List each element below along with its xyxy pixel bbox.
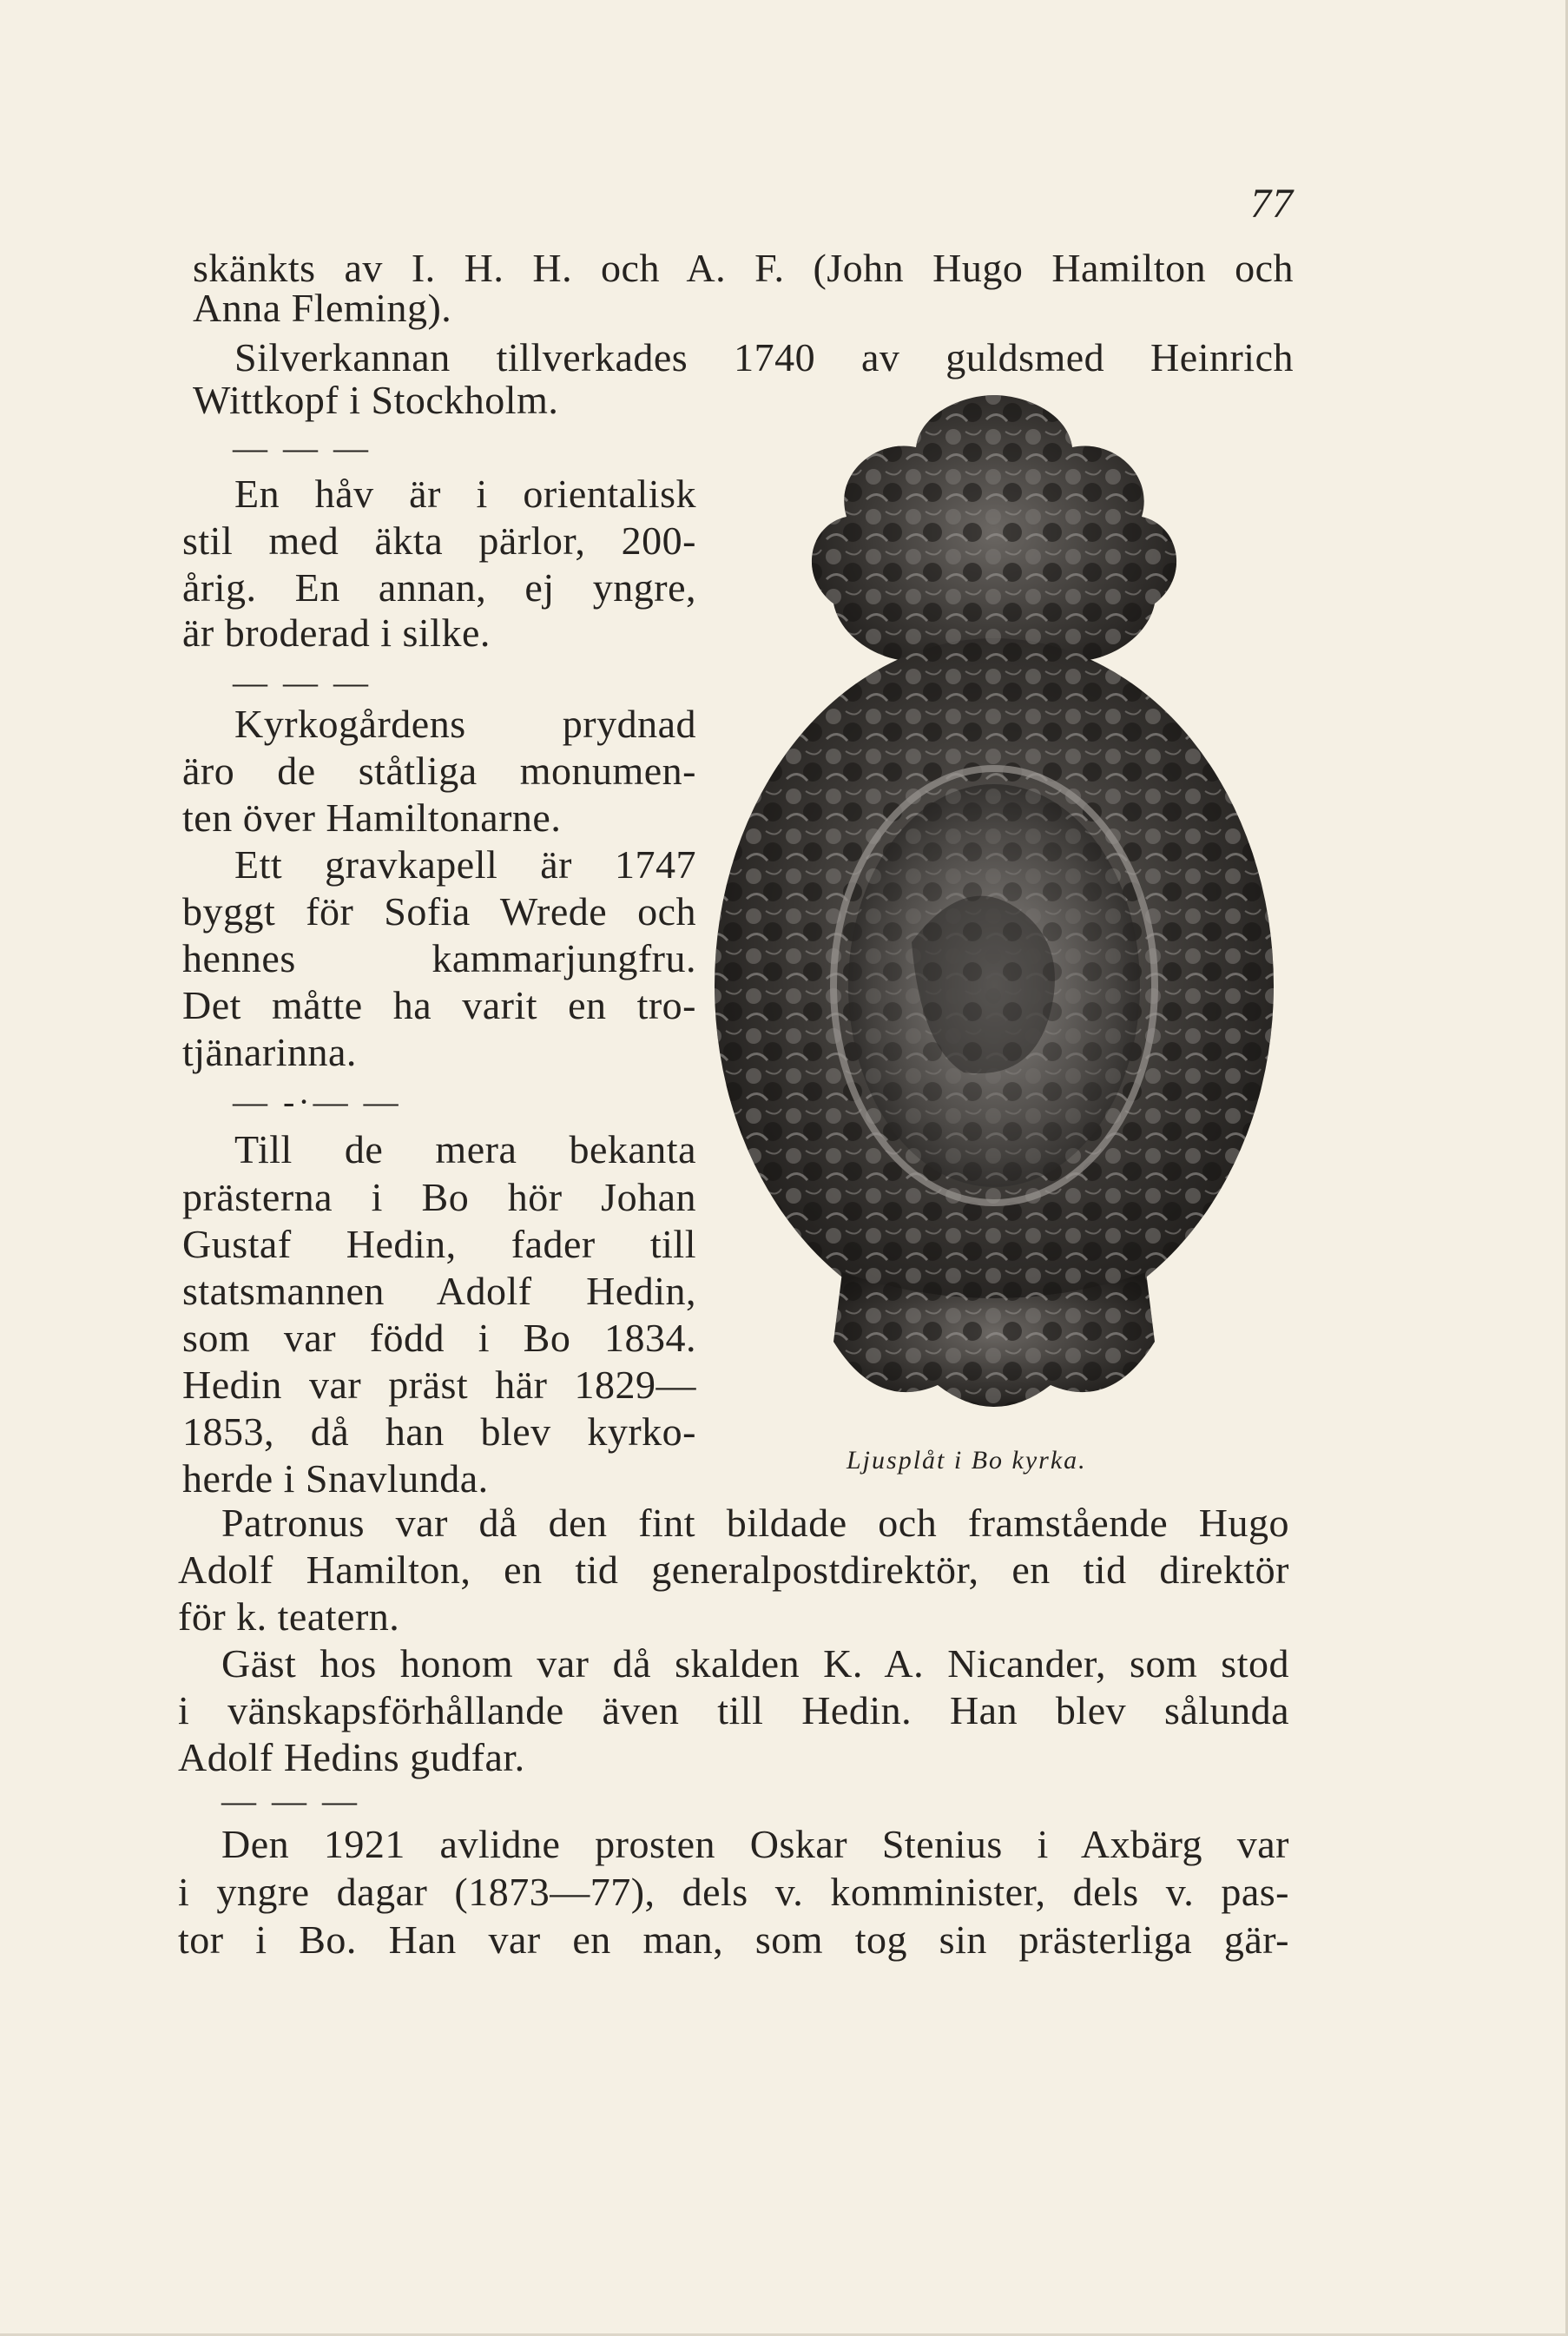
text-line: Hedin var präst här 1829—: [182, 1363, 696, 1407]
text-line: Gustaf Hedin, fader till: [182, 1222, 696, 1266]
text-line: tjänarinna.: [182, 1030, 357, 1074]
text-line: årig. En annan, ej yngre,: [182, 565, 696, 610]
text-line: Gäst hos honom var då skalden K. A. Nicander, som stod: [221, 1641, 1289, 1686]
text-line: Anna Fleming).: [193, 286, 452, 330]
section-separator: — -·— —: [233, 1082, 402, 1121]
text-line: statsmannen Adolf Hedin,: [182, 1269, 696, 1313]
text-line: Kyrkogårdens prydnad: [234, 702, 696, 746]
text-line: Ett gravkapell är 1747: [234, 842, 696, 887]
text-line: är broderad i silke.: [182, 610, 491, 655]
section-separator: — — —: [221, 1781, 360, 1820]
text-line: En håv är i orientalisk: [234, 472, 696, 516]
text-line: Wittkopf i Stockholm.: [193, 378, 559, 422]
text-line: ten över Hamiltonarne.: [182, 795, 562, 840]
text-line: i yngre dagar (1873—77), dels v. komminister, dels v. pas-: [178, 1870, 1289, 1914]
text-line: hennes kammarjungfru.: [182, 936, 696, 980]
text-line: herde i Snavlunda.: [182, 1456, 489, 1501]
figure-caption: Ljusplåt i Bo kyrka.: [847, 1446, 1087, 1475]
text-line: som var född i Bo 1834.: [182, 1316, 696, 1360]
section-separator: — — —: [233, 663, 372, 702]
text-line: i vänskapsförhållande även till Hedin. Han blev sålunda: [178, 1688, 1289, 1732]
page-number: 77: [1250, 181, 1294, 227]
text-line: stil med äkta pärlor, 200-: [182, 518, 696, 563]
section-separator: — — —: [233, 428, 372, 467]
text-line: Till de mera bekanta: [234, 1127, 696, 1171]
text-line: prästerna i Bo hör Johan: [182, 1175, 696, 1219]
text-line: Adolf Hamilton, en tid generalpostdirektör, en tid direktör: [178, 1547, 1289, 1592]
text-line: skänkts av I. H. H. och A. F. (John Hugo Hamilton och: [193, 246, 1294, 290]
text-line: äro de ståtliga monumen-: [182, 749, 696, 793]
text-line: Det måtte ha varit en tro-: [182, 983, 696, 1027]
candle-sconce-photo: [703, 386, 1285, 1429]
text-line: Silverkannan tillverkades 1740 av guldsmed Heinrich: [234, 335, 1294, 379]
text-line: byggt för Sofia Wrede och: [182, 889, 696, 934]
text-line: 1853, då han blev kyrko-: [182, 1409, 696, 1454]
text-line: Den 1921 avlidne prosten Oskar Stenius i Axbärg var: [221, 1822, 1289, 1866]
text-line: för k. teatern.: [178, 1594, 400, 1639]
text-line: Patronus var då den fint bildade och framstående Hugo: [221, 1501, 1289, 1545]
sconce-plate: [715, 638, 1274, 1333]
text-line: tor i Bo. Han var en man, som tog sin prästerliga gär-: [178, 1917, 1289, 1962]
text-line: Adolf Hedins gudfar.: [178, 1735, 525, 1779]
